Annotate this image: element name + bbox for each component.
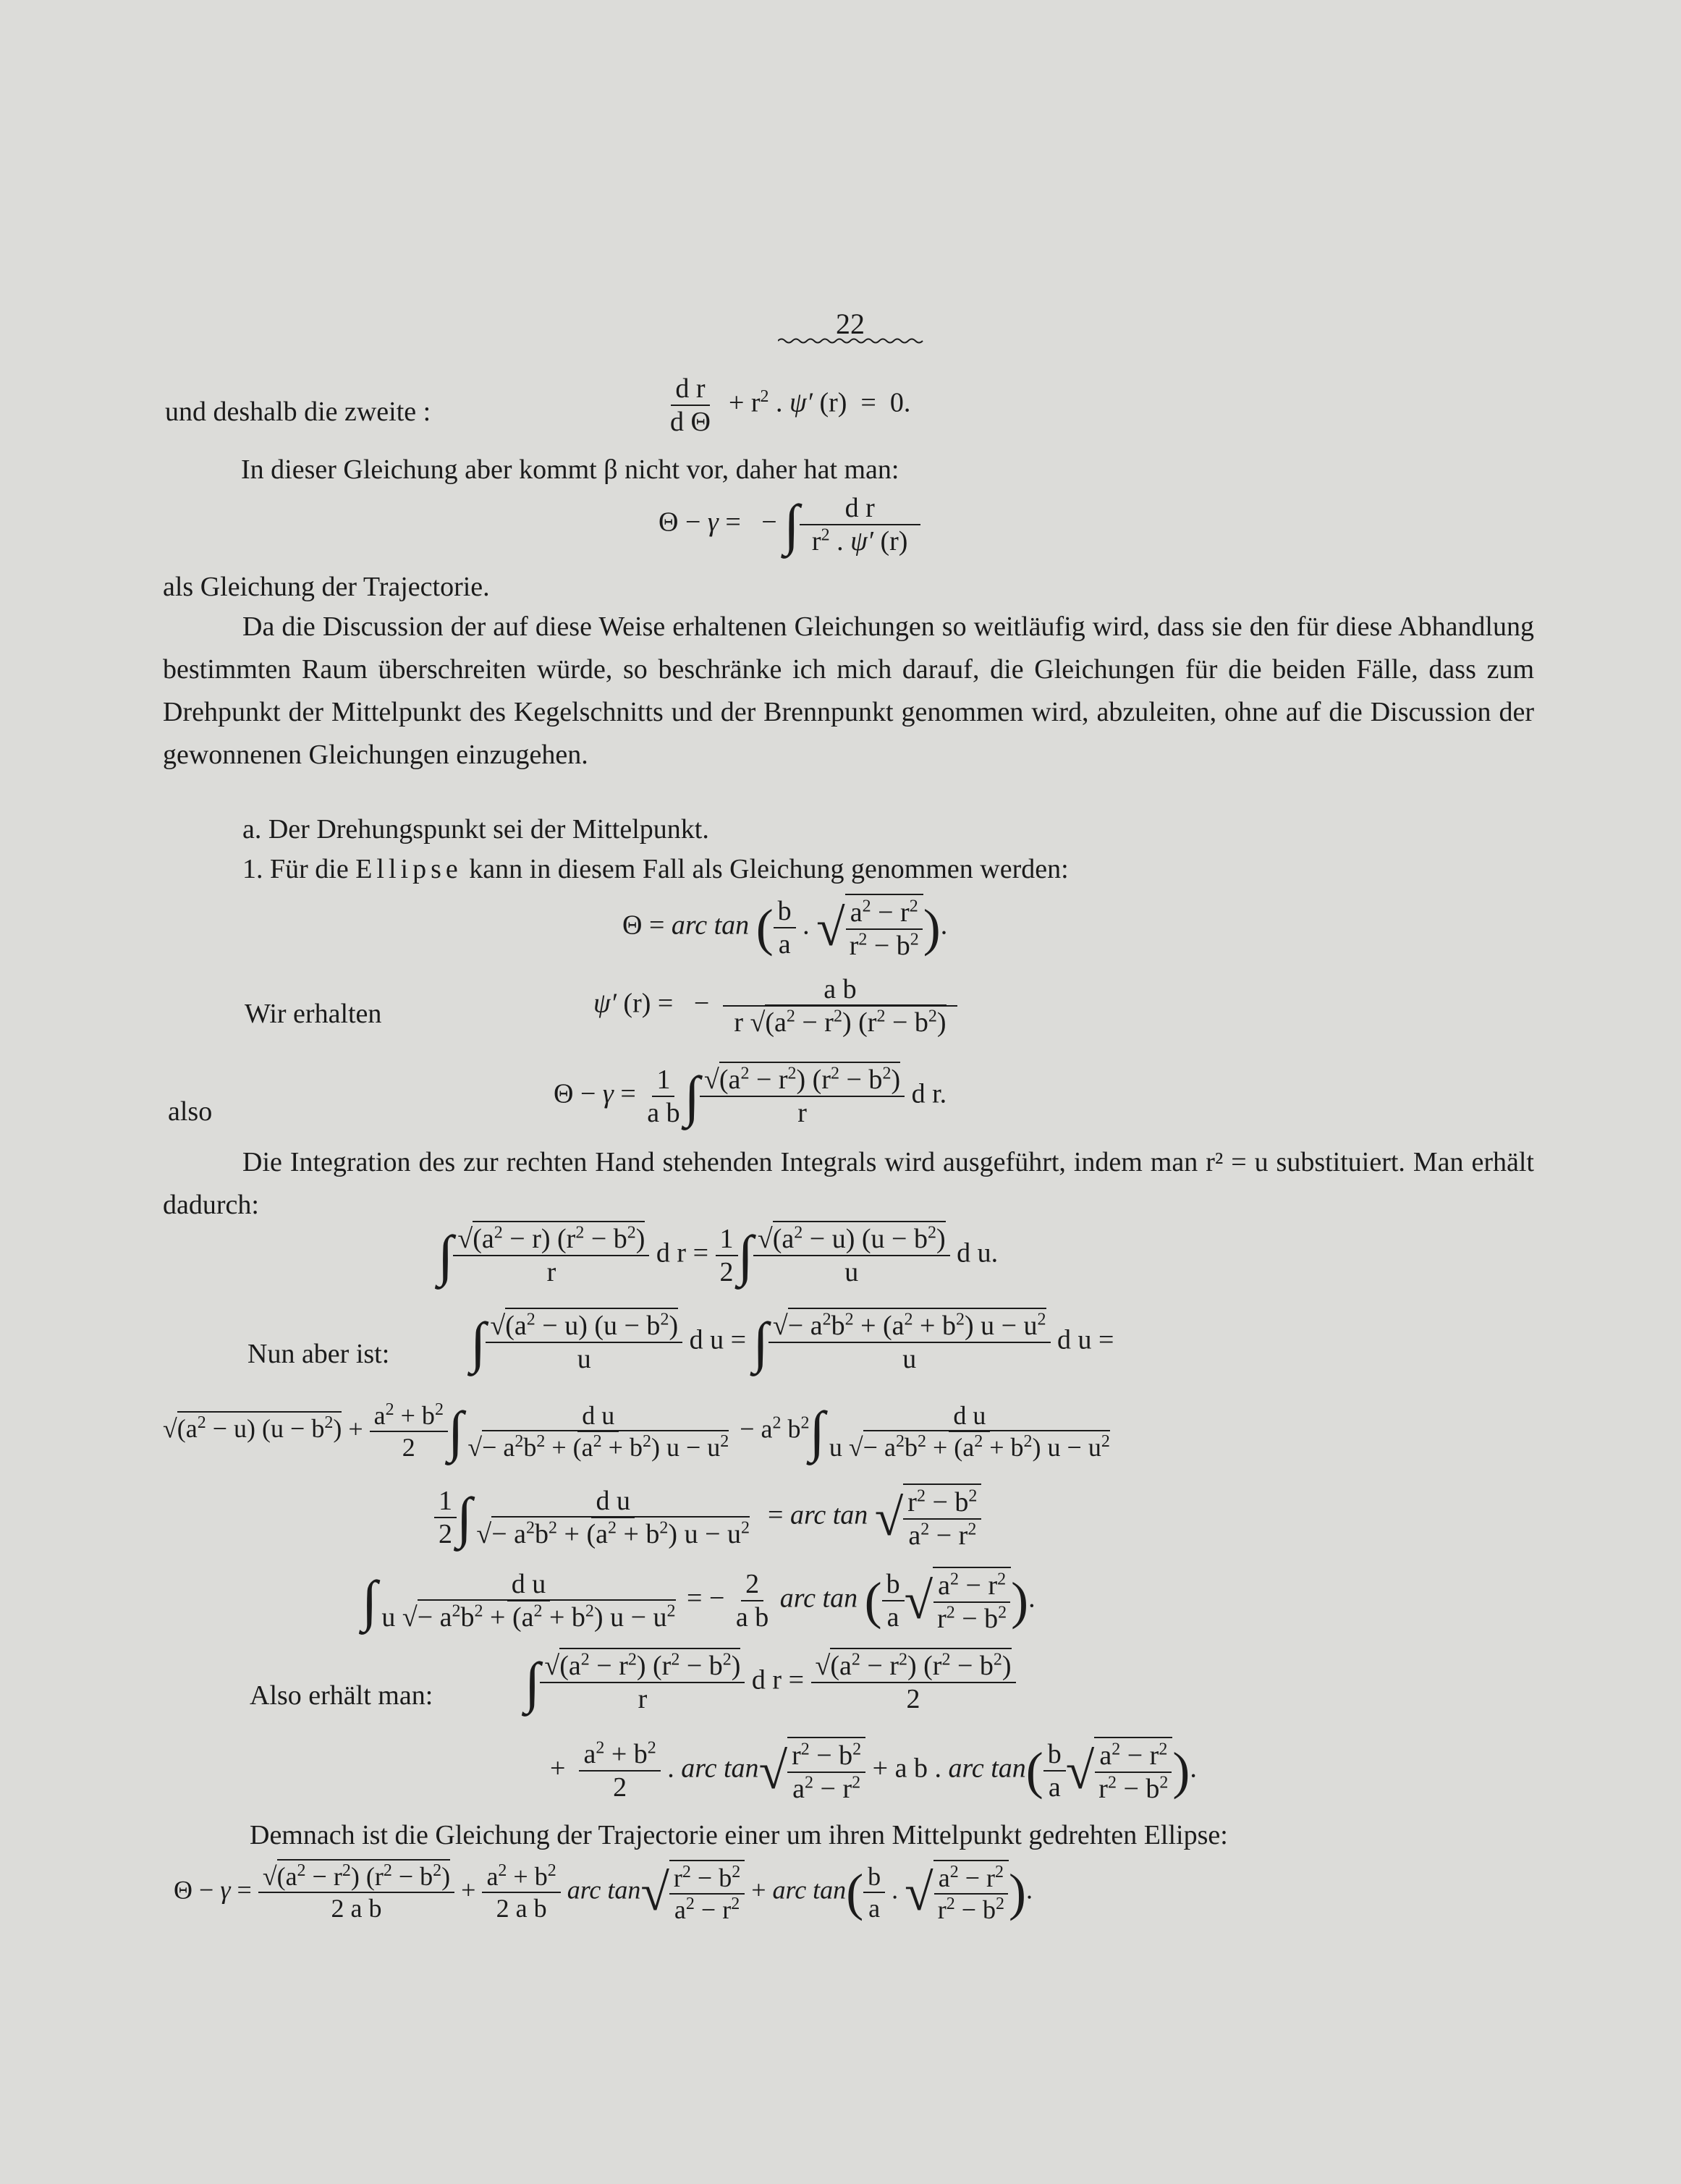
equation-nun: ∫ $\frac{√(a^2 - u) (u - b^2)}{u}$ d u = ∫ $\frac{√- a^2b^2 + (a^2 + b^2) u - u^2}{u}$ d u = [470, 1310, 1114, 1375]
line-als-gleichung: als Gleichung der Trajectorie. [163, 572, 490, 602]
equation-second-integral: ∫ $\frac{\text{d u}}{u √- a^2b^2 + (a^2 + b^2) u - u^2}$ = − $\frac{2}{\text{a b}}$ arc tan ( $\frac{b}{a}$ √ $\frac{a^2 - r^2}{r^2 - b^2}$ ). [362, 1567, 1036, 1635]
item-1-ellipse: 1. Für die Ellipse kann in diesem Fall als Gleichung genommen werden: [242, 854, 1069, 884]
line-in-dieser: In dieser Gleichung aber kommt β nicht vor, daher hat man: [241, 454, 899, 485]
label-nun-aber-ist: Nun aber ist: [247, 1339, 390, 1369]
equation-result-1: ∫ $\frac{√(a^2 - r^2) (r^2 - b^2)}{r}$ d r = $\frac{√(a^2 - r^2) (r^2 - b^2)}{2}$ [525, 1650, 1016, 1715]
label-also-erhaelt-man: Also erhält man: [250, 1680, 433, 1711]
equation-theta-arctan: Θ = arc tan ( $\frac{b}{a}$ . √ $\frac{a^2 - r^2}{r^2 - b^2}$ ). [622, 894, 947, 962]
equation-trajectory-integral: Θ − γ = − ∫ $\frac{\text{d r}}{r^2 . \psi' (r)}$ [659, 492, 920, 557]
equation-theta-gamma-integral: Θ − γ = $\frac{1}{\text{a b}}$ ∫ $\frac{√(a^2 - r^2) (r^2 - b^2)}{r}$ d r. [554, 1064, 947, 1129]
line-und-deshalb: und deshalb die zweite : [165, 397, 431, 427]
page-number-ornament [778, 337, 926, 344]
line-demnach: Demnach ist die Gleichung der Trajectorie einer um ihren Mittelpunkt gedrehten Ellipse: [250, 1820, 1228, 1850]
equation-result-2: + $\frac{a^2 + b^2}{2}$ . arc tan√ $\frac{r^2 - b^2}{a^2 - r^2}$ + a b . arc tan( $\frac{b}{a}$ √ $\frac{a^2 - r^2}{r^2 - b^2}$ ). [550, 1737, 1197, 1805]
paragraph-discussion [163, 606, 1534, 776]
equation-psi: ψ′ (r) = − $\frac{\text{a b}}{r √(a^2 - r^2) (r^2 - b^2)}$ [593, 973, 957, 1038]
equation-second: $\frac{\text{d r}}{\text{d Θ}}$ + $r^2$ . ψ′ (r) = 0. [670, 373, 911, 437]
equation-half-integral: $\frac{1}{2}$ ∫ $\frac{\text{d u}}{√- a^2b^2 + (a^2 + b^2) u - u^2}$ = arc tan √ $\frac{r^2 - b^2}{a^2 - r^2}$ [434, 1483, 981, 1552]
paragraph-integration-text: Die Integration des zur rechten Hand stehenden Integrals wird ausgeführt, indem man r² = u substituiert. Man erhält dadurch: [163, 1147, 1534, 1220]
paragraph-discussion-text: Da die Discussion der auf diese Weise erhaltenen Gleichungen so weitläufig wird, dass sie den für diese Abhandlung bestimmten Raum überschreiten würde, so beschränke ich mich darauf, die Gleichungen für die beiden Fälle, dass zum Drehpunkt der Mittelpunkt des Kegelschnitts und der Brennpunkt genommen wird, abzuleiten, ohne auf die Discussion der gewonnenen Gleichungen einzugehen. [163, 611, 1534, 770]
equation-substitution: ∫ $\frac{√(a^2 - r) (r^2 - b^2)}{r}$ d r = $\frac{1}{2}$ ∫ $\frac{√(a^2 - u) (u - b^2)}{u}$ d u. [438, 1223, 998, 1288]
paragraph-integration [163, 1141, 1534, 1227]
section-a-heading: a. Der Drehungspunkt sei der Mittelpunkt. [242, 814, 709, 845]
page-number: 22 [836, 308, 865, 340]
equation-expansion: $√(a^2 - u) (u - b^2)$ + $\frac{a^2 + b^2}{2}$ ∫ $\frac{\text{d u}}{√- a^2b^2 + (a^2 + b^2) u - u^2}$ − $a^2$ $b^2\int$ $\frac{\text{d u}}{u √- a^2b^2 + (a^2 + b^2) u - u^2}$ [163, 1400, 1110, 1463]
label-wir-erhalten: Wir erhalten [245, 999, 382, 1029]
equation-final-trajectory: Θ − γ = $\frac{√(a^2 - r^2) (r^2 - b^2)}{\text{2 a b}}$ + $\frac{a^2 + b^2}{\text{2 a b}}$ arc tan√ $\frac{r^2 - b^2}{a^2 - r^2}$ + arc tan( $\frac{b}{a}$ . √ $\frac{a^2 - r^2}{r^2 - b^2}$ ). [174, 1860, 1033, 1925]
label-also: also [168, 1096, 213, 1127]
